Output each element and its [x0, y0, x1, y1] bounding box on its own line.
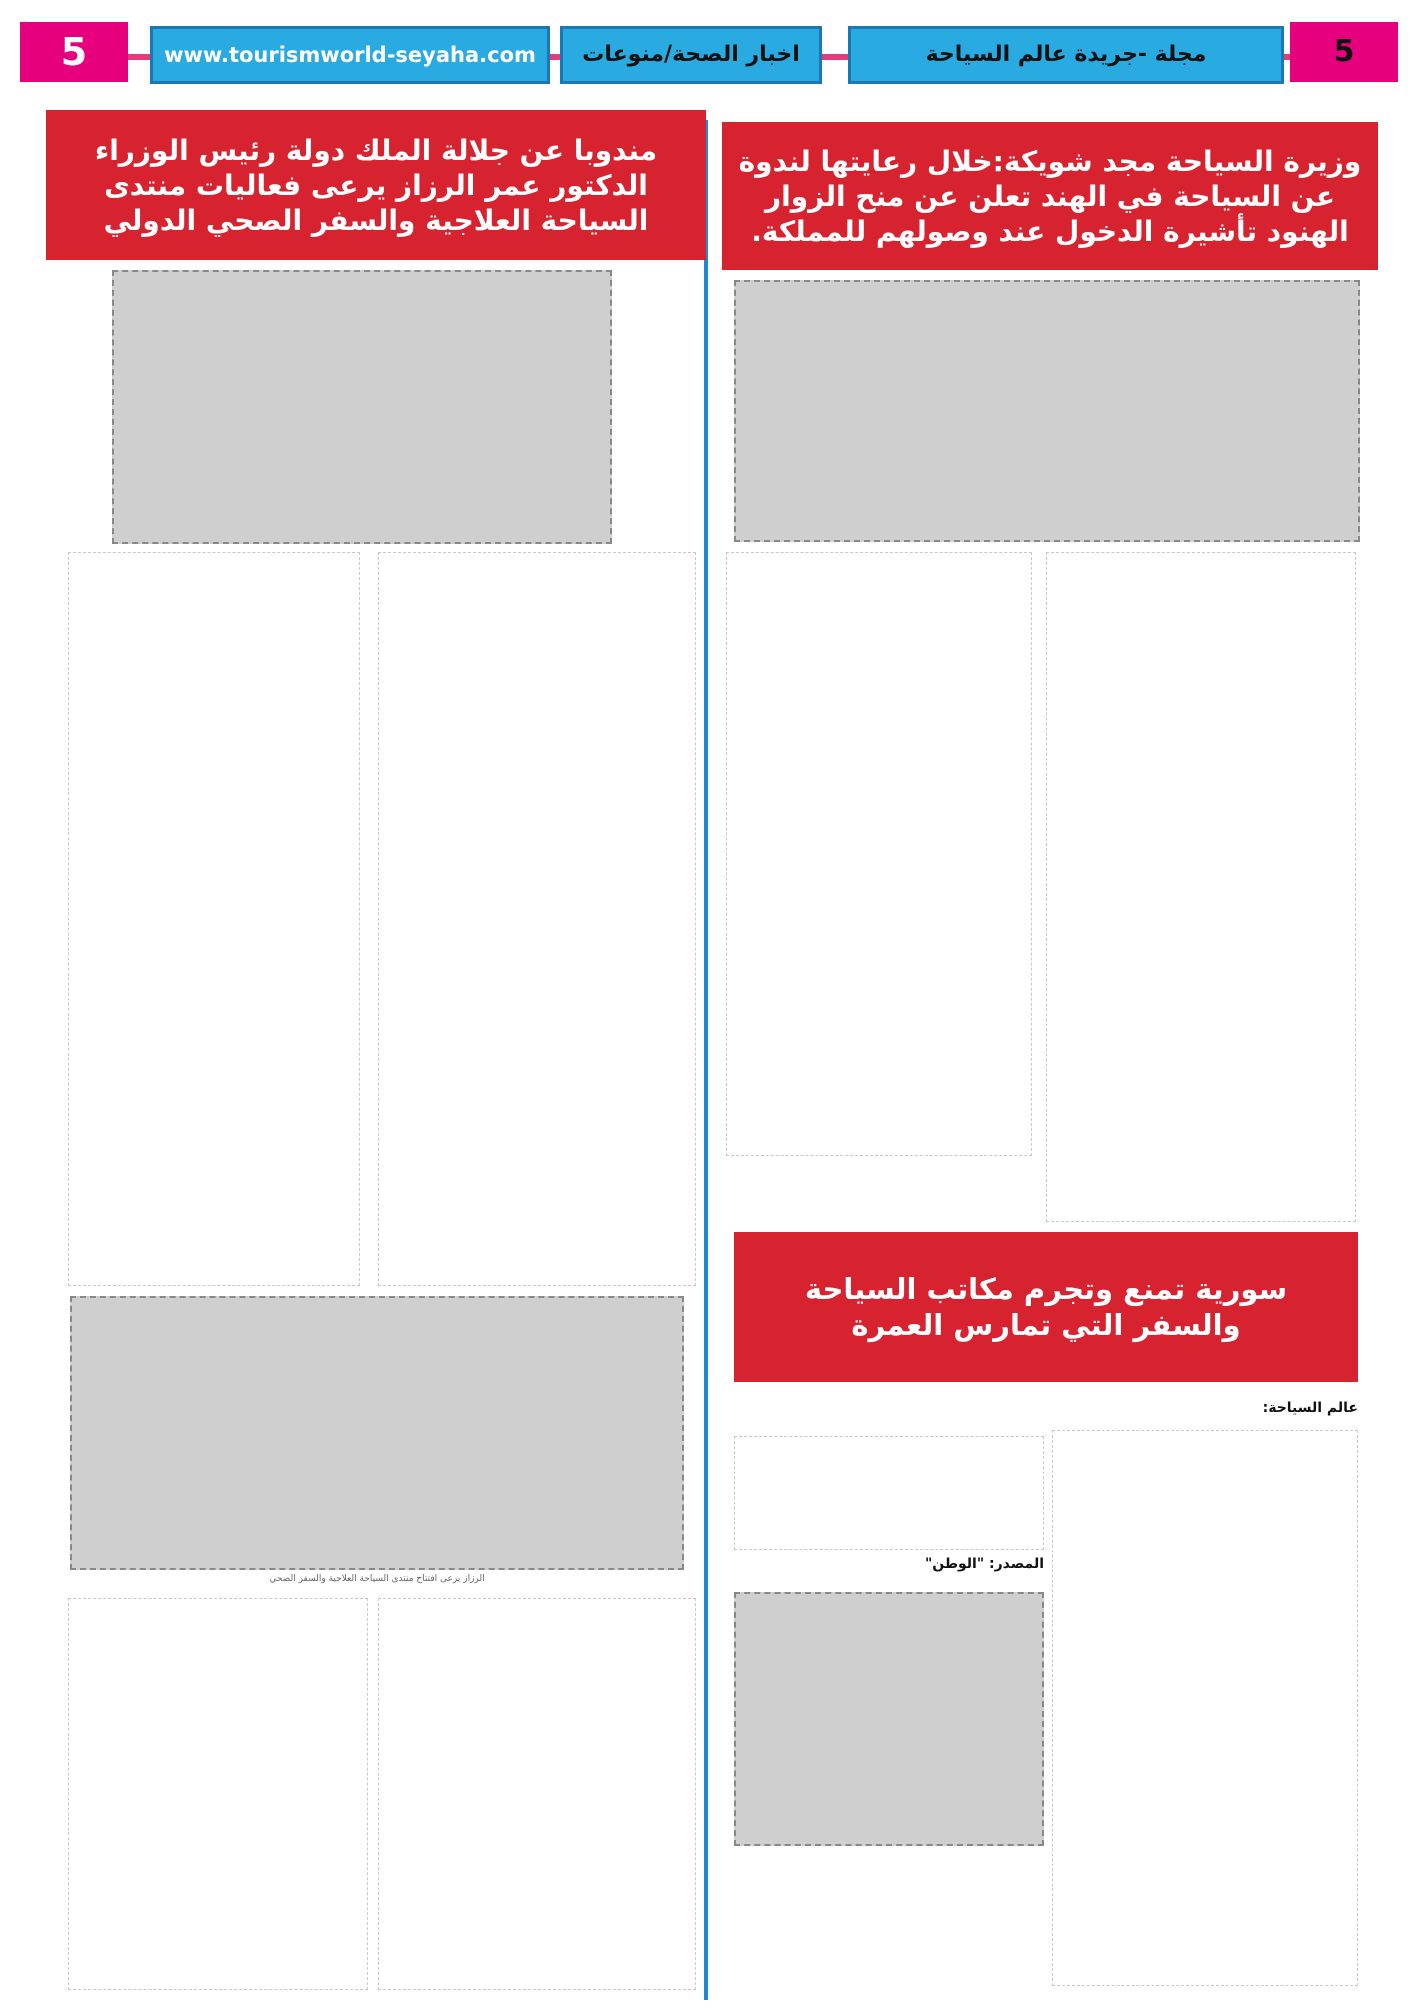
article-pm-forum-column-1 — [378, 552, 696, 1286]
photo-kaaba — [734, 1592, 1044, 1846]
dateline-syria: عالم السياحة: — [1262, 1400, 1358, 1416]
article-syria-column-1 — [1052, 1430, 1358, 1986]
website-url[interactable]: www.tourismworld-seyaha.com — [150, 26, 550, 84]
page-number-left: 5 — [20, 22, 128, 82]
article-pm-forum-column-2 — [68, 552, 360, 1286]
photo-ihtf-2019 — [70, 1296, 684, 1570]
headline-india-tourism: وزيرة السياحة مجد شويكة:خلال رعايتها لندوة عن السياحة في الهند تعلن عن منح الزوار الهنود تأشيرة الدخول عند وصولهم للمملكة. — [722, 122, 1378, 270]
source-label: المصدر: "الوطن" — [924, 1556, 1044, 1572]
magazine-title: مجلة -جريدة عالم السياحة — [848, 26, 1284, 84]
photo-caption-ihtf: الرزاز يرعى افتتاح منتدى السياحة العلاجية والسفر الصحي — [269, 1574, 485, 1584]
photo-india-seminar — [734, 280, 1360, 542]
article-india-column-2 — [726, 552, 1032, 1156]
article-syria-column-2 — [734, 1436, 1044, 1550]
page-number-right: 5 — [1290, 22, 1398, 82]
article-india-column-1 — [1046, 552, 1356, 1222]
section-title: اخبار الصحة/منوعات — [560, 26, 822, 84]
article-pm-forum-column-4 — [68, 1598, 368, 1990]
column-separator — [704, 120, 708, 2000]
photo-pm-forum — [112, 270, 612, 544]
article-pm-forum-column-3 — [378, 1598, 696, 1990]
headline-pm-forum: مندوبا عن جلالة الملك دولة رئيس الوزراء الدكتور عمر الرزاز يرعى فعاليات منتدى السياحة العلاجية والسفر الصحي الدولي — [46, 110, 706, 260]
headline-syria-umrah: سورية تمنع وتجرم مكاتب السياحة والسفر التي تمارس العمرة — [734, 1232, 1358, 1382]
